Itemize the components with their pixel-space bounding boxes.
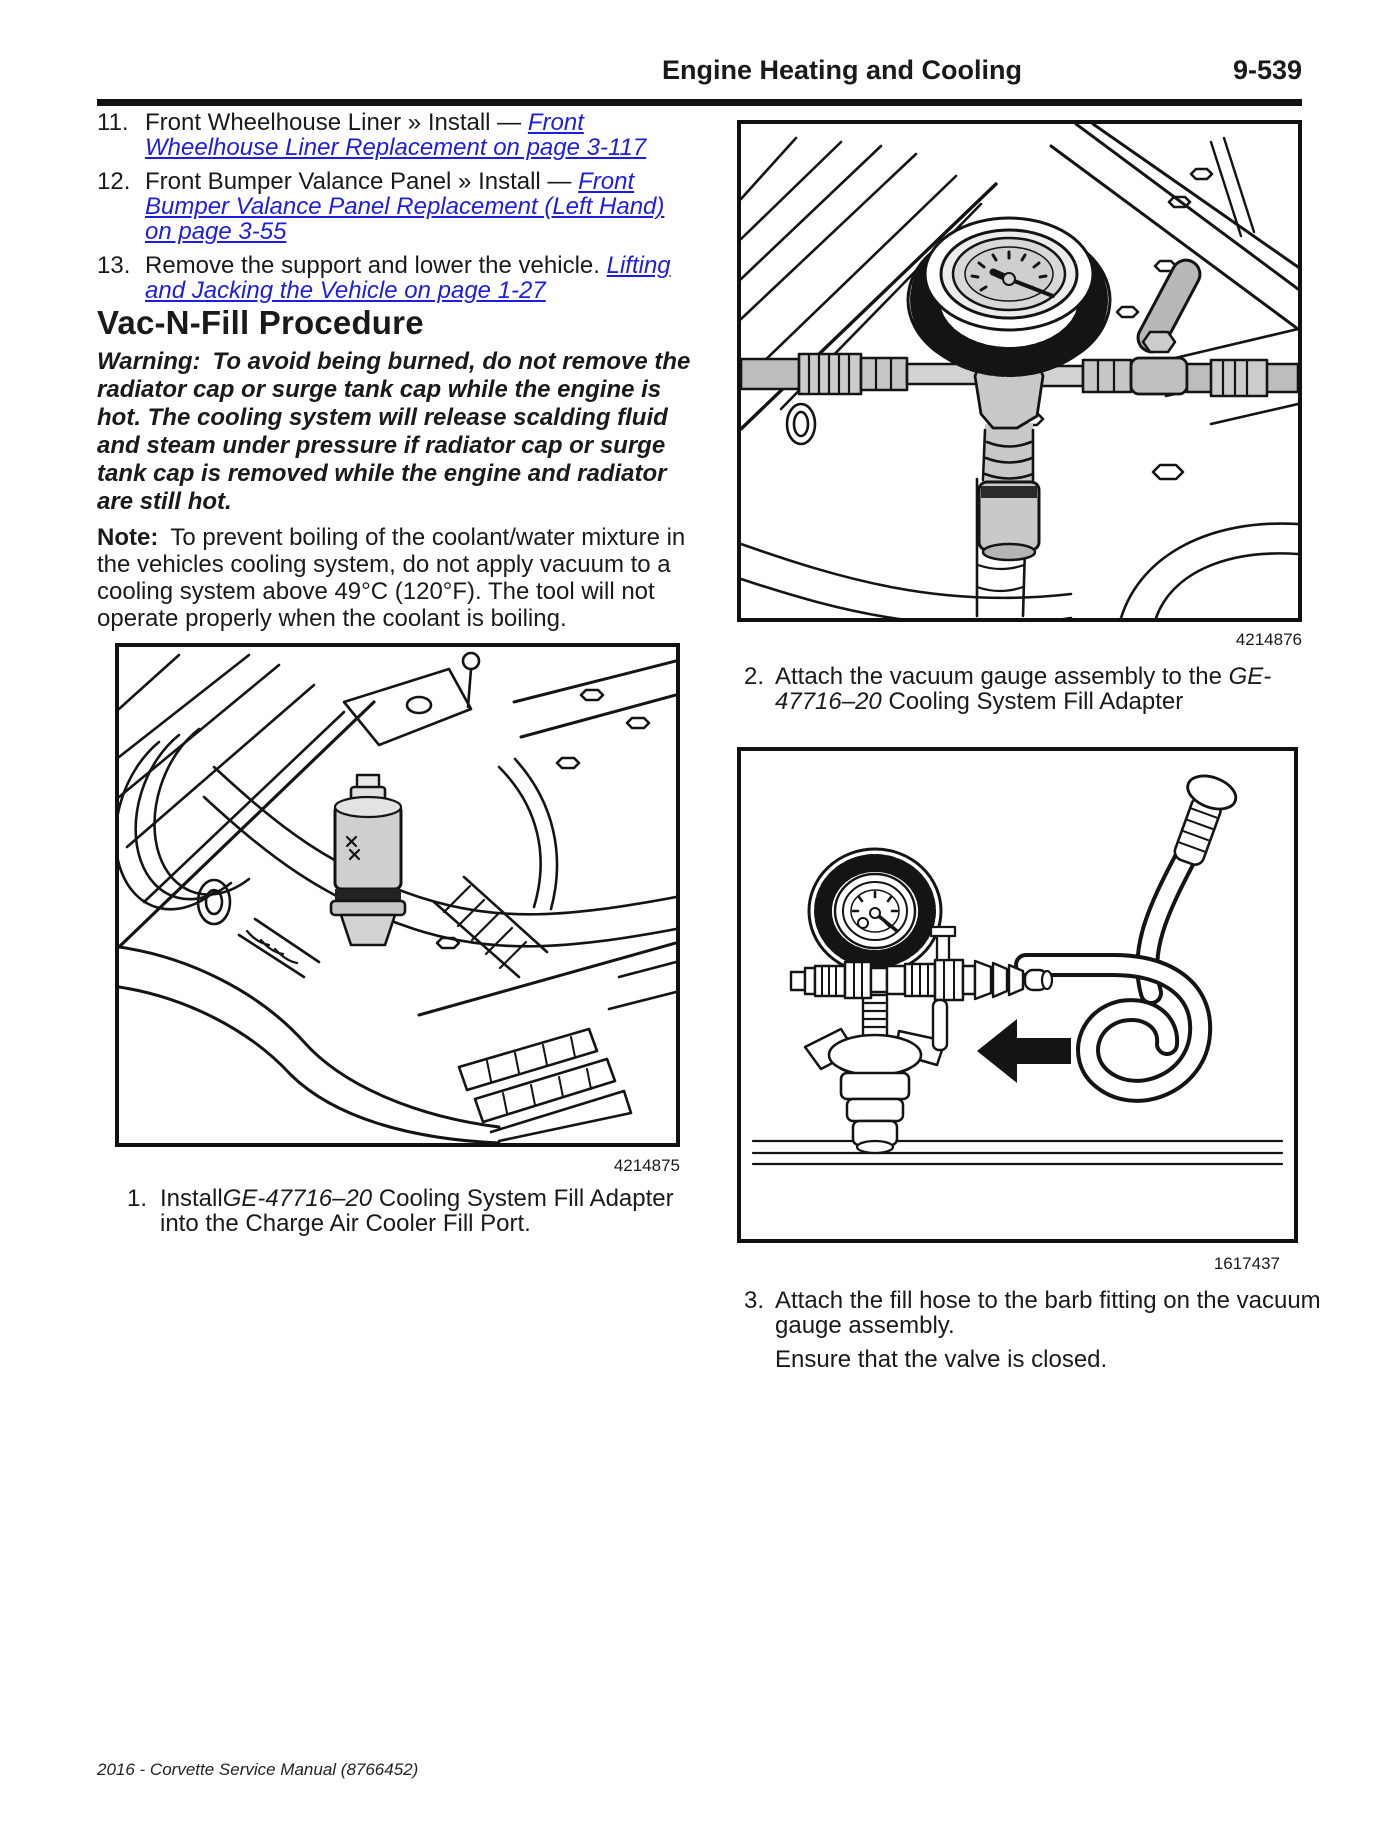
procedure-list bbox=[97, 110, 689, 312]
step-3 bbox=[744, 1288, 1356, 1372]
list-item-number: 13. bbox=[97, 252, 131, 279]
doc-link[interactable]: Lifting and Jacking the Vehicle on page 1-27 bbox=[145, 252, 671, 304]
note-label: Note: bbox=[97, 524, 159, 551]
step-number: 3. bbox=[744, 1287, 765, 1314]
list-item-text bbox=[145, 253, 689, 303]
tool-name: GE-47716–20 bbox=[222, 1185, 373, 1212]
note-body: To prevent boiling of the coolant/water mixture in the vehicles cooling system, do not apply vacuum to a cooling system above 49°C (120°F). The tool will not operate properly when the coolant is boiling. bbox=[97, 524, 686, 632]
list-item-number: 12. bbox=[97, 168, 131, 195]
list-item-plain-text: Front Bumper Valance Panel » Install — bbox=[145, 168, 579, 195]
step-text-pre: Install bbox=[160, 1185, 223, 1212]
list-item-plain-text: Remove the support and lower the vehicle. bbox=[145, 252, 607, 279]
step-text bbox=[775, 1288, 1356, 1372]
step-text-line2: Ensure that the valve is closed. bbox=[775, 1346, 1108, 1373]
list-item bbox=[97, 110, 689, 160]
gauge-hose-illustration bbox=[741, 751, 1294, 1239]
list-item-plain-text: Front Wheelhouse Liner » Install — bbox=[145, 109, 528, 136]
step-text-line1: Attach the fill hose to the barb fitting on the vacuum gauge assembly. bbox=[775, 1287, 1321, 1339]
figure-engine-bay-adapter bbox=[115, 643, 680, 1147]
warning-text bbox=[97, 348, 691, 516]
list-item bbox=[97, 169, 689, 244]
step-2 bbox=[744, 664, 1310, 714]
figure-gauge-hose bbox=[737, 747, 1298, 1243]
note-text bbox=[97, 524, 695, 632]
figure-engine-bay-gauge bbox=[737, 120, 1302, 622]
step-text bbox=[775, 664, 1310, 714]
engine-bay-gauge-illustration bbox=[741, 124, 1298, 618]
step-number: 2. bbox=[744, 663, 765, 690]
page-title: Engine Heating and Cooling bbox=[662, 55, 1022, 85]
engine-bay-adapter-illustration bbox=[119, 647, 676, 1143]
doc-link[interactable]: Front Wheelhouse Liner Replacement on page 3-117 bbox=[145, 109, 647, 161]
header-rule bbox=[97, 99, 1302, 106]
step-number: 1. bbox=[127, 1185, 148, 1212]
footer-text: 2016 - Corvette Service Manual (8766452) bbox=[97, 1760, 419, 1779]
page-number: 9-539 bbox=[1232, 55, 1302, 85]
figure-number: 4214876 bbox=[1235, 630, 1302, 649]
doc-link[interactable]: Front Bumper Valance Panel Replacement (Left Hand) on page 3-55 bbox=[145, 168, 665, 245]
list-item-text bbox=[145, 169, 689, 244]
list-item bbox=[97, 253, 689, 303]
figure-number: 1617437 bbox=[1213, 1254, 1280, 1273]
step-text-post: Cooling System Fill Adapter bbox=[881, 688, 1184, 715]
warning-body: To avoid being burned, do not remove the radiator cap or surge tank cap while the engine is hot. The cooling system will release scalding fluid and steam under pressure if radiator cap or surge tank cap is removed while the engine and radiator are still hot. bbox=[97, 348, 691, 515]
step-text bbox=[160, 1186, 689, 1236]
step-text-post: Cooling System Fill Adapter into the Charge Air Cooler Fill Port. bbox=[160, 1185, 674, 1237]
list-item-text bbox=[145, 110, 689, 160]
warning-label: Warning: bbox=[97, 348, 201, 375]
step-text-pre: Attach the vacuum gauge assembly to the bbox=[775, 663, 1229, 690]
list-item-number: 11. bbox=[97, 109, 129, 136]
figure-number: 4214875 bbox=[613, 1156, 680, 1175]
step-1 bbox=[127, 1186, 689, 1236]
tool-name: GE-47716–20 bbox=[775, 663, 1272, 715]
section-heading: Vac-N-Fill Procedure bbox=[97, 304, 424, 341]
